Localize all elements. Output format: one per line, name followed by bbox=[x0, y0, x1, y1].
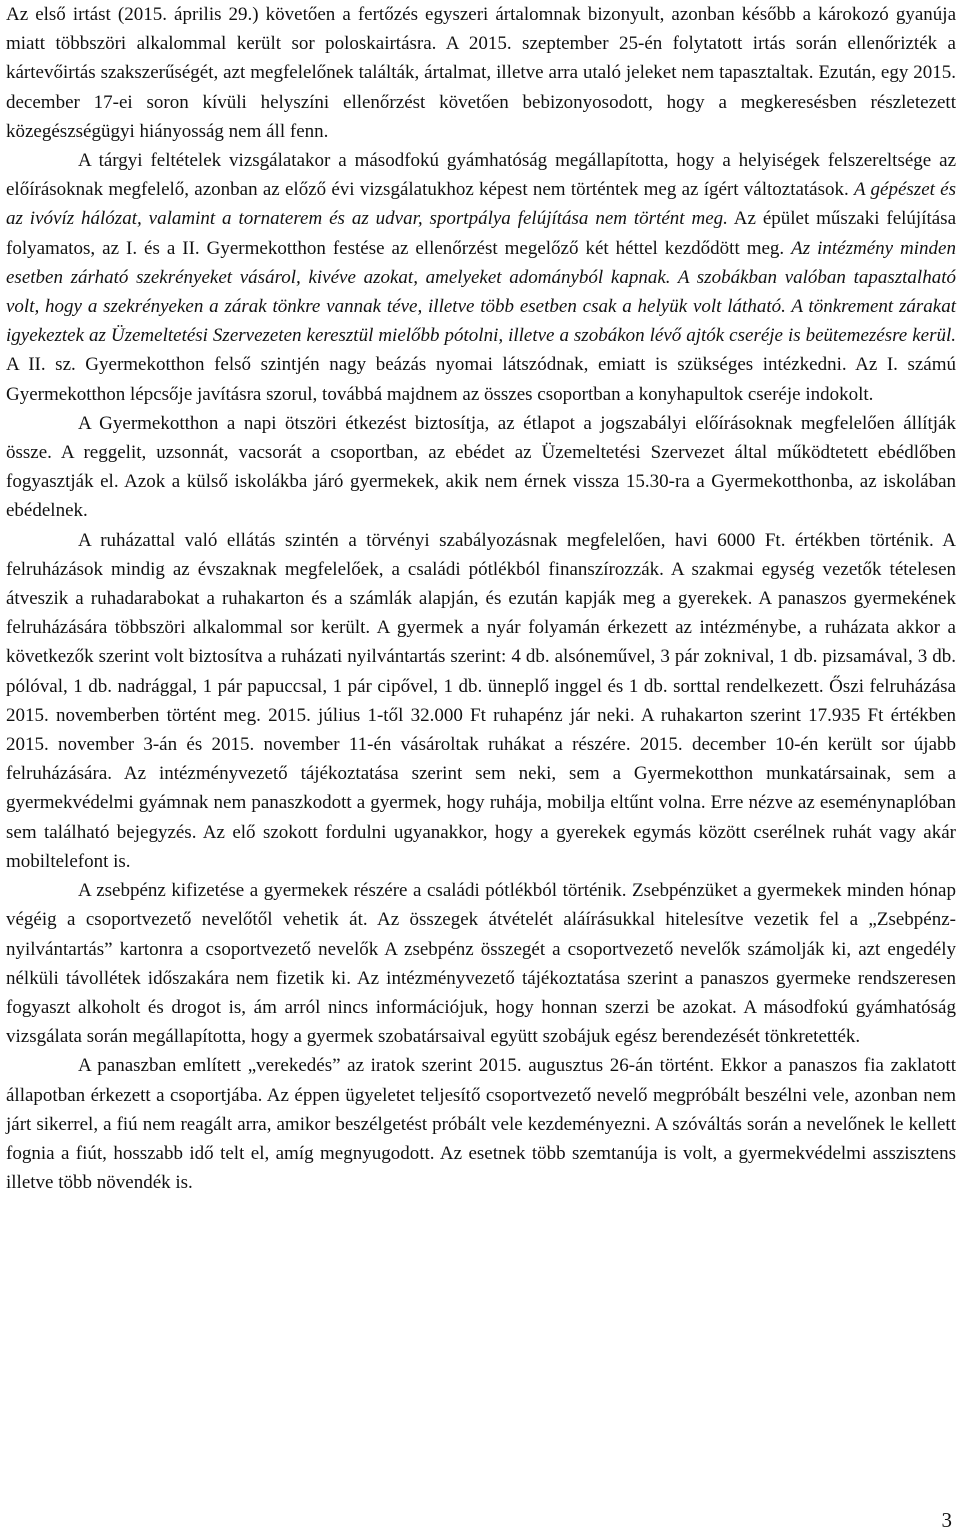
paragraph-3 bbox=[6, 409, 956, 526]
paragraph-1-text: Az első irtást (2015. április 29.) követően a fertőzés egyszeri ártalomnak bizonyult, azonban később a károkozó gyanúja miatt többszöri alkalommal került sor poloskairtásra. A 2015. szeptember 25-én folytatott irtás során ellenőrizték a kártevőirtás szakszerűségét, azt megfelelőnek találták, ártalmat, illetve arra utaló jeleket nem tapasztaltak. Ezután, egy 2015. december 17-ei soron kívüli helyszíni ellenőrzést követően bebizonyosodott, hogy a megkeresésben részletezett közegészségügyi hiányosság nem áll fenn. bbox=[6, 4, 956, 142]
paragraph-2-italic-b: Az intézmény minden esetben zárható szekrényeket vásárol, kivéve azokat, amelyeket adományból kapnak. A szobákban valóban tapasztalható volt, hogy a szekrényeken a zárak tönkre vannak téve, illetve több esetben csak a helyük volt látható. A tönkrement zárakat igyekeztek az Üzemeltetési Szervezeten keresztül mielőbb pótolni, illetve a szobákon lévő ajtók cseréje is beütemezésre kerül. bbox=[6, 237, 956, 347]
paragraph-4 bbox=[6, 526, 956, 876]
paragraph-2 bbox=[6, 146, 956, 409]
paragraph-1 bbox=[6, 0, 956, 146]
paragraph-6-text: A panaszban említett „verekedés” az iratok szerint 2015. augusztus 26-án történt. Ekkor a panaszos fia zaklatott állapotban érkezett a csoportjába. Az éppen ügyeletet teljesítő csoportvezető nevelő megpróbált beszélni vele, azonban nem járt sikerrel, a fiú nem reagált arra, amikor beszélgetést próbált vele kezdeményezni. A szóváltás során a nevelőnek le kellett fognia a fiút, hosszabb idő telt el, amíg megnyugodott. Az esetnek több szemtanúja is volt, a gyermekvédelmi asszisztens illetve több növendék is. bbox=[6, 1055, 956, 1194]
paragraph-5 bbox=[6, 876, 956, 1051]
paragraph-6 bbox=[6, 1051, 956, 1197]
paragraph-2-text-a: A tárgyi feltételek vizsgálatakor a másodfokú gyámhatóság megállapította, hogy a helyiségek felszereltsége az előírásoknak megfelelő, azonban az előző évi vizsgálatukhoz képest nem történtek meg az ígért változtatások. bbox=[6, 150, 956, 201]
paragraph-5-text: A zsebpénz kifizetése a gyermekek részére a családi pótlékból történik. Zsebpénzüket a gyermekek minden hónap végéig a csoportvezető nevelőtől vehetik át. Az összegek átvételét aláírásukkal hitelesítve vezetik fel a „Zsebpénz-nyilvántartás” kartonra a csoportvezető nevelők A zsebpénz összegét a csoportvezető nevelők számolják ki, azt engedély nélküli távollétek időszakára nem fizetik ki. Az intézményvezető tájékoztatása szerint a panaszos gyermeke rendszeresen fogyaszt alkoholt és drogot is, ám arról nincs információjuk, hogy honnan szerzi be azokat. A másodfokú gyámhatóság vizsgálata során megállapította, hogy a gyermek szobatársaival együtt szobájuk egész berendezését tönkretették. bbox=[6, 880, 956, 1048]
paragraph-3-text: A Gyermekotthon a napi ötszöri étkezést biztosítja, az étlapot a jogszabályi előírásoknak megfelelően állítják össze. A reggelit, uzsonnát, vacsorát a csoportban, az ebédet az Üzemeltetési Szervezet által működtetett ebédlőben fogyasztják el. Azok a külső iskolákba járó gyermekek, akik nem érnek vissza 15.30-ra a Gyermekotthonba, az iskolában ebédelnek. bbox=[6, 412, 956, 522]
document-page bbox=[6, 0, 956, 1197]
paragraph-2-text-b: Az épület műszaki felújítása folyamatos, az I. és a II. Gyermekotthon festése az ellenőrzést megelőző két héttel kezdődött meg. bbox=[6, 208, 957, 259]
paragraph-4-text: A ruházattal való ellátás szintén a törvényi szabályozásnak megfelelően, havi 6000 Ft. értékben történik. A felruházások mindig az évszaknak megfelelőek, a családi pótlékból finanszírozzák. A szakmai egység vezetők tételesen átveszik a ruhadarabokat a ruhakarton és a számlák alapján, és ezután kapják meg a gyerekek. A panaszos gyermekének felruházására többszöri alkalommal sor került. A gyermek a nyár folyamán érkezett az intézménybe, a ruházata akkor a következők szerint volt biztosítva a ruházati nyilvántartás szerint: 4 db. alsóneművel, 3 pár zoknival, 1 db. pizsamával, 3 db. pólóval, 1 db. nadrággal, 1 pár papuccsal, 1 pár cipővel, 1 db. ünneplő inggel és 1 db. sorttal rendelkezett. Őszi felruházása 2015. novemberben történt meg. 2015. július 1-től 32.000 Ft ruhapénz jár neki. A ruhakarton szerint 17.935 Ft értékben 2015. november 3-án és 2015. november 11-én vásároltak ruhákat a részére. 2015. december 10-én került sor újabb felruházására. Az intézményvezető tájékoztatása szerint sem neki, sem a Gyermekotthon munkatársainak, sem a gyermekvédelmi gyámnak nem panaszkodott a gyermek, hogy ruhája, mobilja eltűnt volna. Erre nézve az eseménynaplóban sem található bejegyzés. Az elő szokott fordulni ugyanakkor, hogy a gyerekek egymás között cserélnek ruhát vagy akár mobiltelefont is. bbox=[6, 529, 956, 872]
paragraph-2-text-c: A II. sz. Gyermekotthon felső szintjén nagy beázás nyomai látszódnak, emiatt is szükséges intézkedni. Az I. számú Gyermekotthon lépcsője javításra szorul, továbbá majdnem az összes csoportban a konyhapultok cseréje indokolt. bbox=[6, 354, 956, 405]
page-number: 3 bbox=[941, 1508, 952, 1532]
paragraph-2-italic-a: A gépészet és az ivóvíz hálózat, valamint a tornaterem és az udvar, sportpálya felújítása nem történt meg. bbox=[6, 179, 956, 230]
